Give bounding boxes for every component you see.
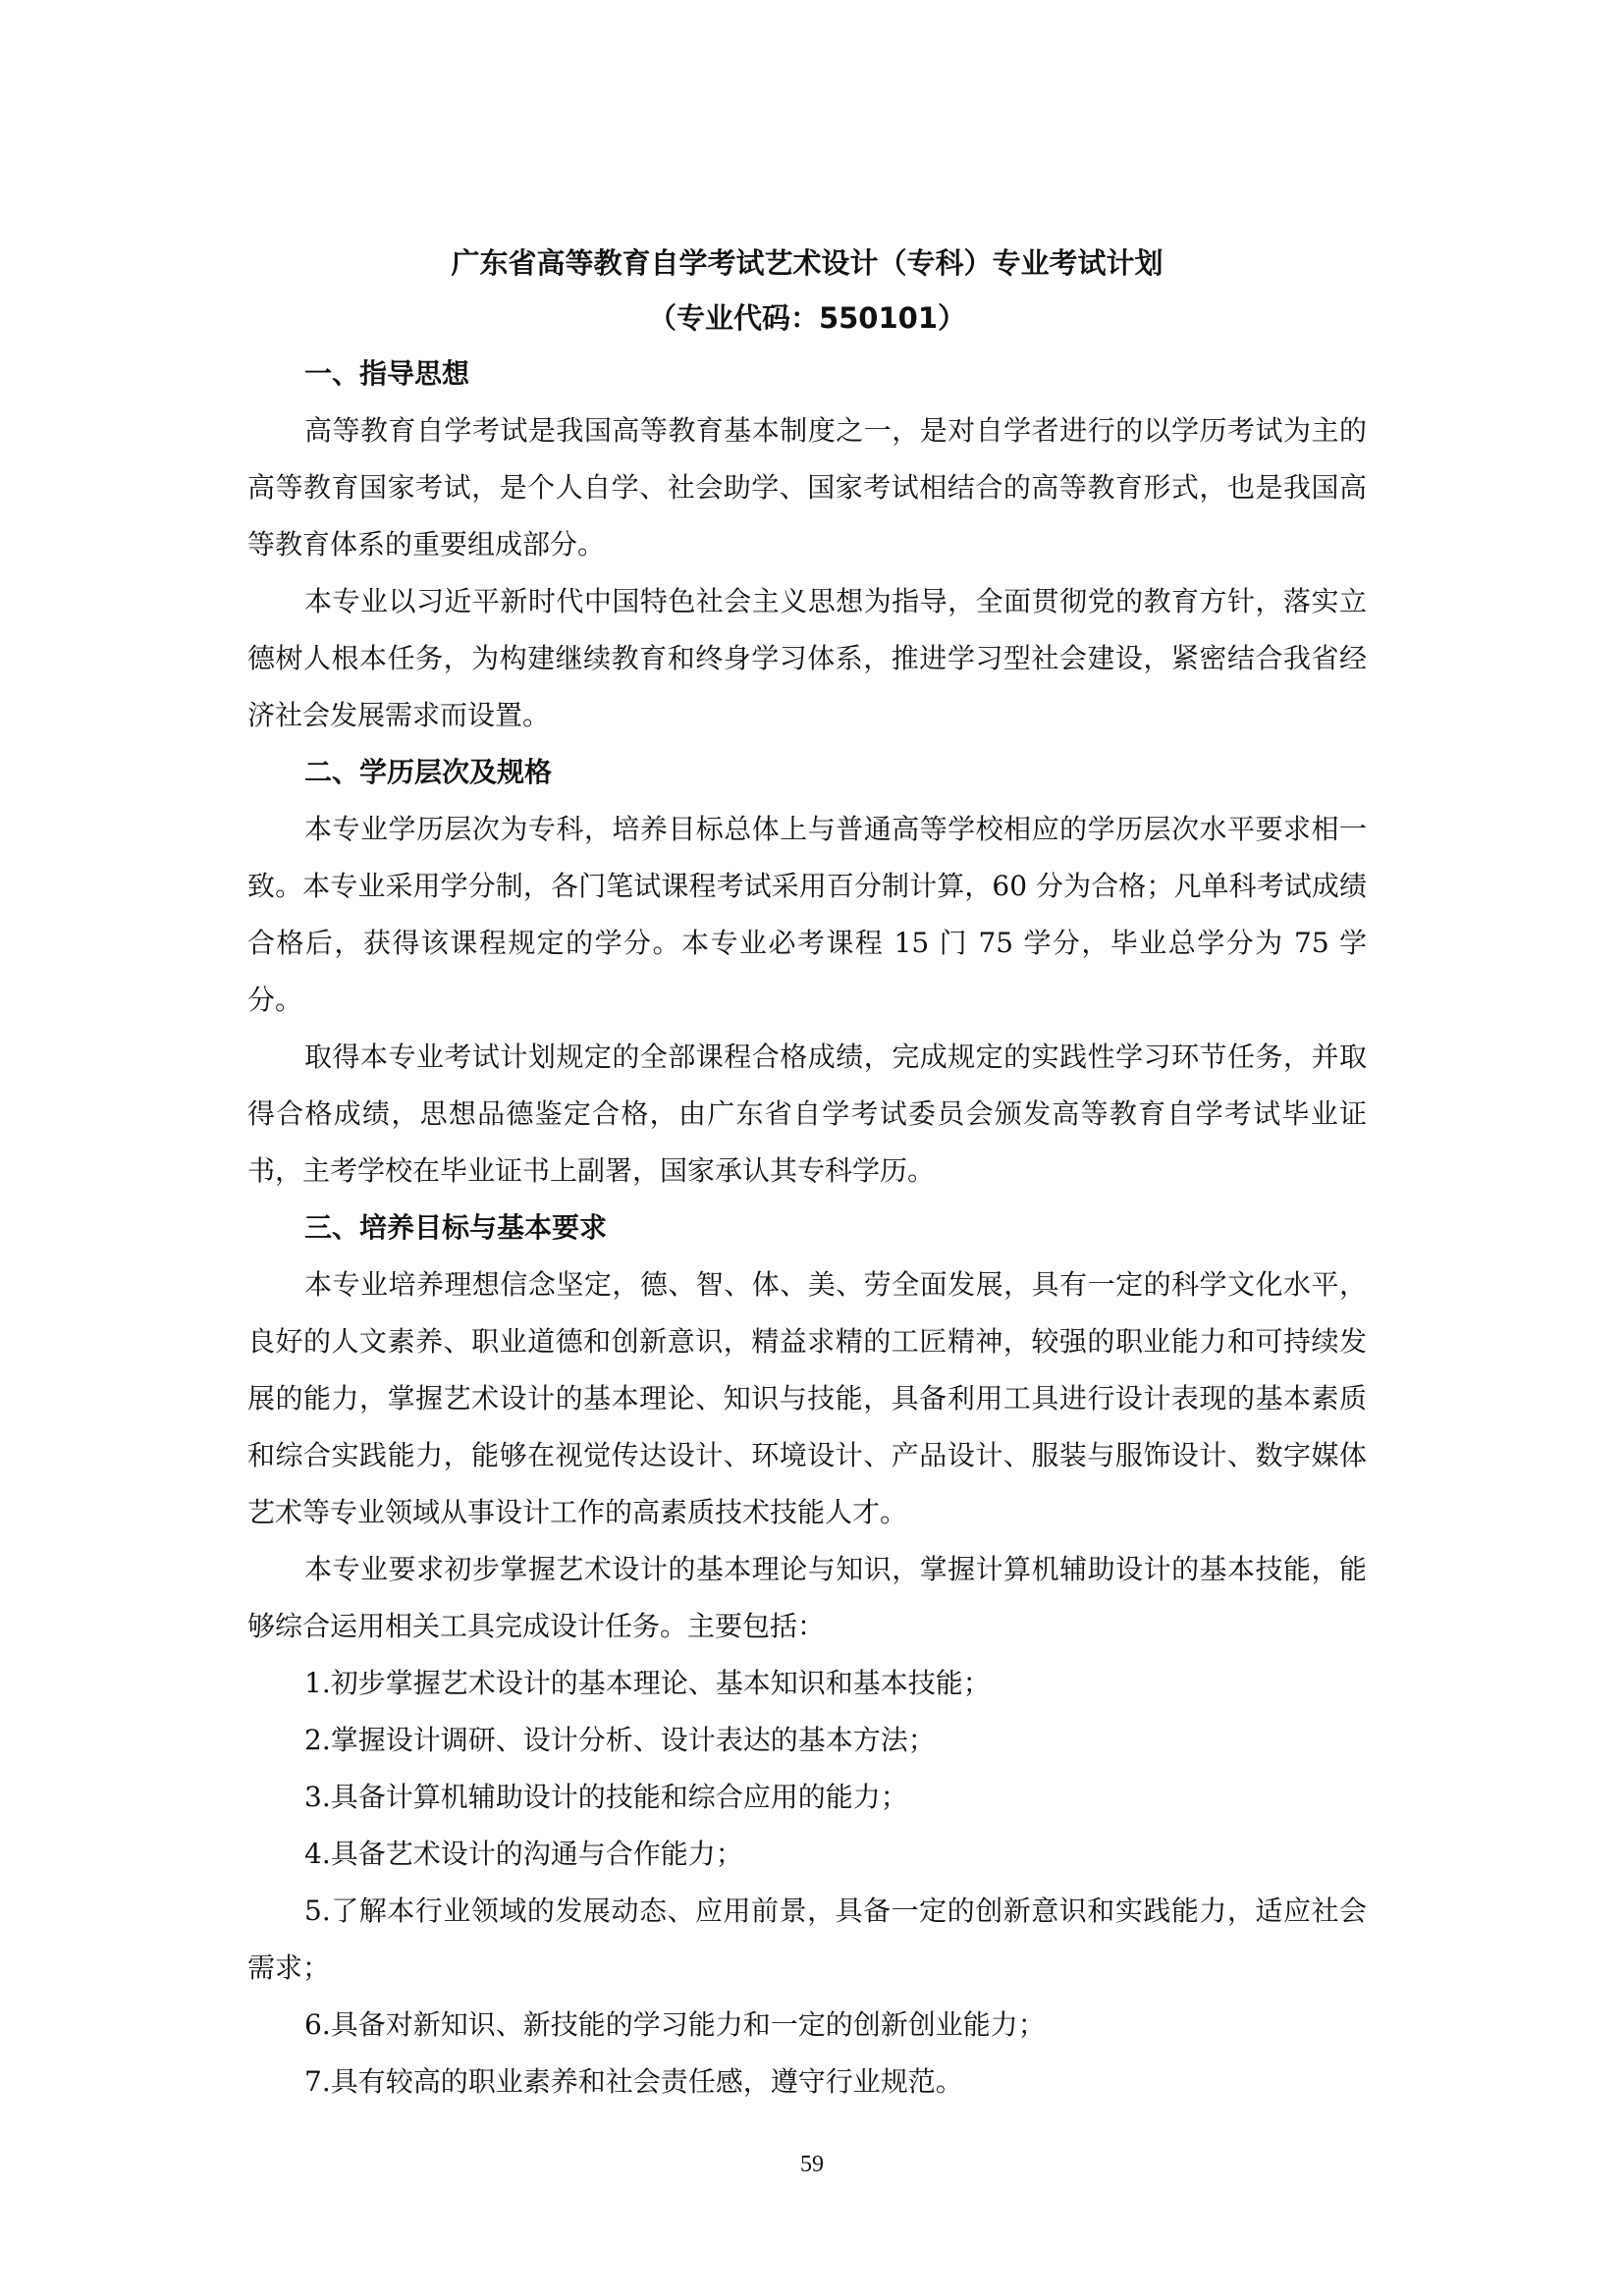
requirement-list-item: 7.具有较高的职业素养和社会责任感，遵守行业规范。	[304, 2065, 963, 2098]
paragraph: 高等教育自学考试是我国高等教育基本制度之一，是对自学者进行的以学历考试为主的高等教育国家考试，是个人自学、社会助学、国家考试相结合的高等教育形式，也是我国高等教育体系的重要组成部分。	[247, 414, 1367, 561]
paragraph: 本专业要求初步掌握艺术设计的基本理论与知识，掌握计算机辅助设计的基本技能，能够综合运用相关工具完成设计任务。主要包括：	[247, 1553, 1367, 1642]
requirement-list-item: 4.具备艺术设计的沟通与合作能力；	[304, 1838, 743, 1870]
page-number: 59	[800, 2152, 824, 2177]
requirement-list-item: 3.具备计算机辅助设计的技能和综合应用的能力；	[304, 1781, 908, 1813]
document-title: 广东省高等教育自学考试艺术设计（专科）专业考试计划	[451, 246, 1164, 280]
document-body	[247, 236, 1367, 2110]
paragraph: 本专业以习近平新时代中国特色社会主义思想为指导，全面贯彻党的教育方针，落实立德树人根本任务，为构建继续教育和终身学习体系，推进学习型社会建设，紧密结合我省经济社会发展需求而设置。	[247, 585, 1367, 731]
paragraph: 本专业培养理想信念坚定，德、智、体、美、劳全面发展，具有一定的科学文化水平，良好的人文素养、职业道德和创新意识，精益求精的工匠精神，较强的职业能力和可持续发展的能力，掌握艺术设计的基本理论、知识与技能，具备利用工具进行设计表现的基本素质和综合实践能力，能够在视觉传达设计、环境设计、产品设计、服装与服饰设计、数字媒体艺术等专业领域从事设计工作的高素质技术技能人才。	[247, 1268, 1367, 1528]
requirement-list-item: 2.掌握设计调研、设计分析、设计表达的基本方法；	[304, 1724, 936, 1756]
requirement-list-item: 1.初步掌握艺术设计的基本理论、基本知识和基本技能；	[304, 1667, 991, 1699]
paragraph: 取得本专业考试计划规定的全部课程合格成绩，完成规定的实践性学习环节任务，并取得合格成绩，思想品德鉴定合格，由广东省自学考试委员会颁发高等教育自学考试毕业证书，主考学校在毕业证书上副署，国家承认其专科学历。	[247, 1041, 1367, 1187]
section-heading-guiding-ideology: 一、指导思想	[304, 357, 470, 390]
requirement-list-item: 6.具备对新知识、新技能的学习能力和一定的创新创业能力；	[304, 2008, 1046, 2041]
section-heading-education-level: 二、学历层次及规格	[304, 756, 553, 788]
document-subtitle: （专业代码：550101）	[647, 301, 967, 335]
requirement-list-item: 5.了解本行业领域的发展动态、应用前景，具备一定的创新意识和实践能力，适应社会需求；	[247, 1895, 1367, 1984]
paragraph: 本专业学历层次为专科，培养目标总体上与普通高等学校相应的学历层次水平要求相一致。本专业采用学分制，各门笔试课程考试采用百分制计算，60 分为合格；凡单科考试成绩合格后，获得该课程规定的学分。本专业必考课程 15 门 75 学分，毕业总学分为 75 学分。	[247, 813, 1367, 1016]
section-heading-training-objectives: 三、培养目标与基本要求	[304, 1211, 608, 1244]
